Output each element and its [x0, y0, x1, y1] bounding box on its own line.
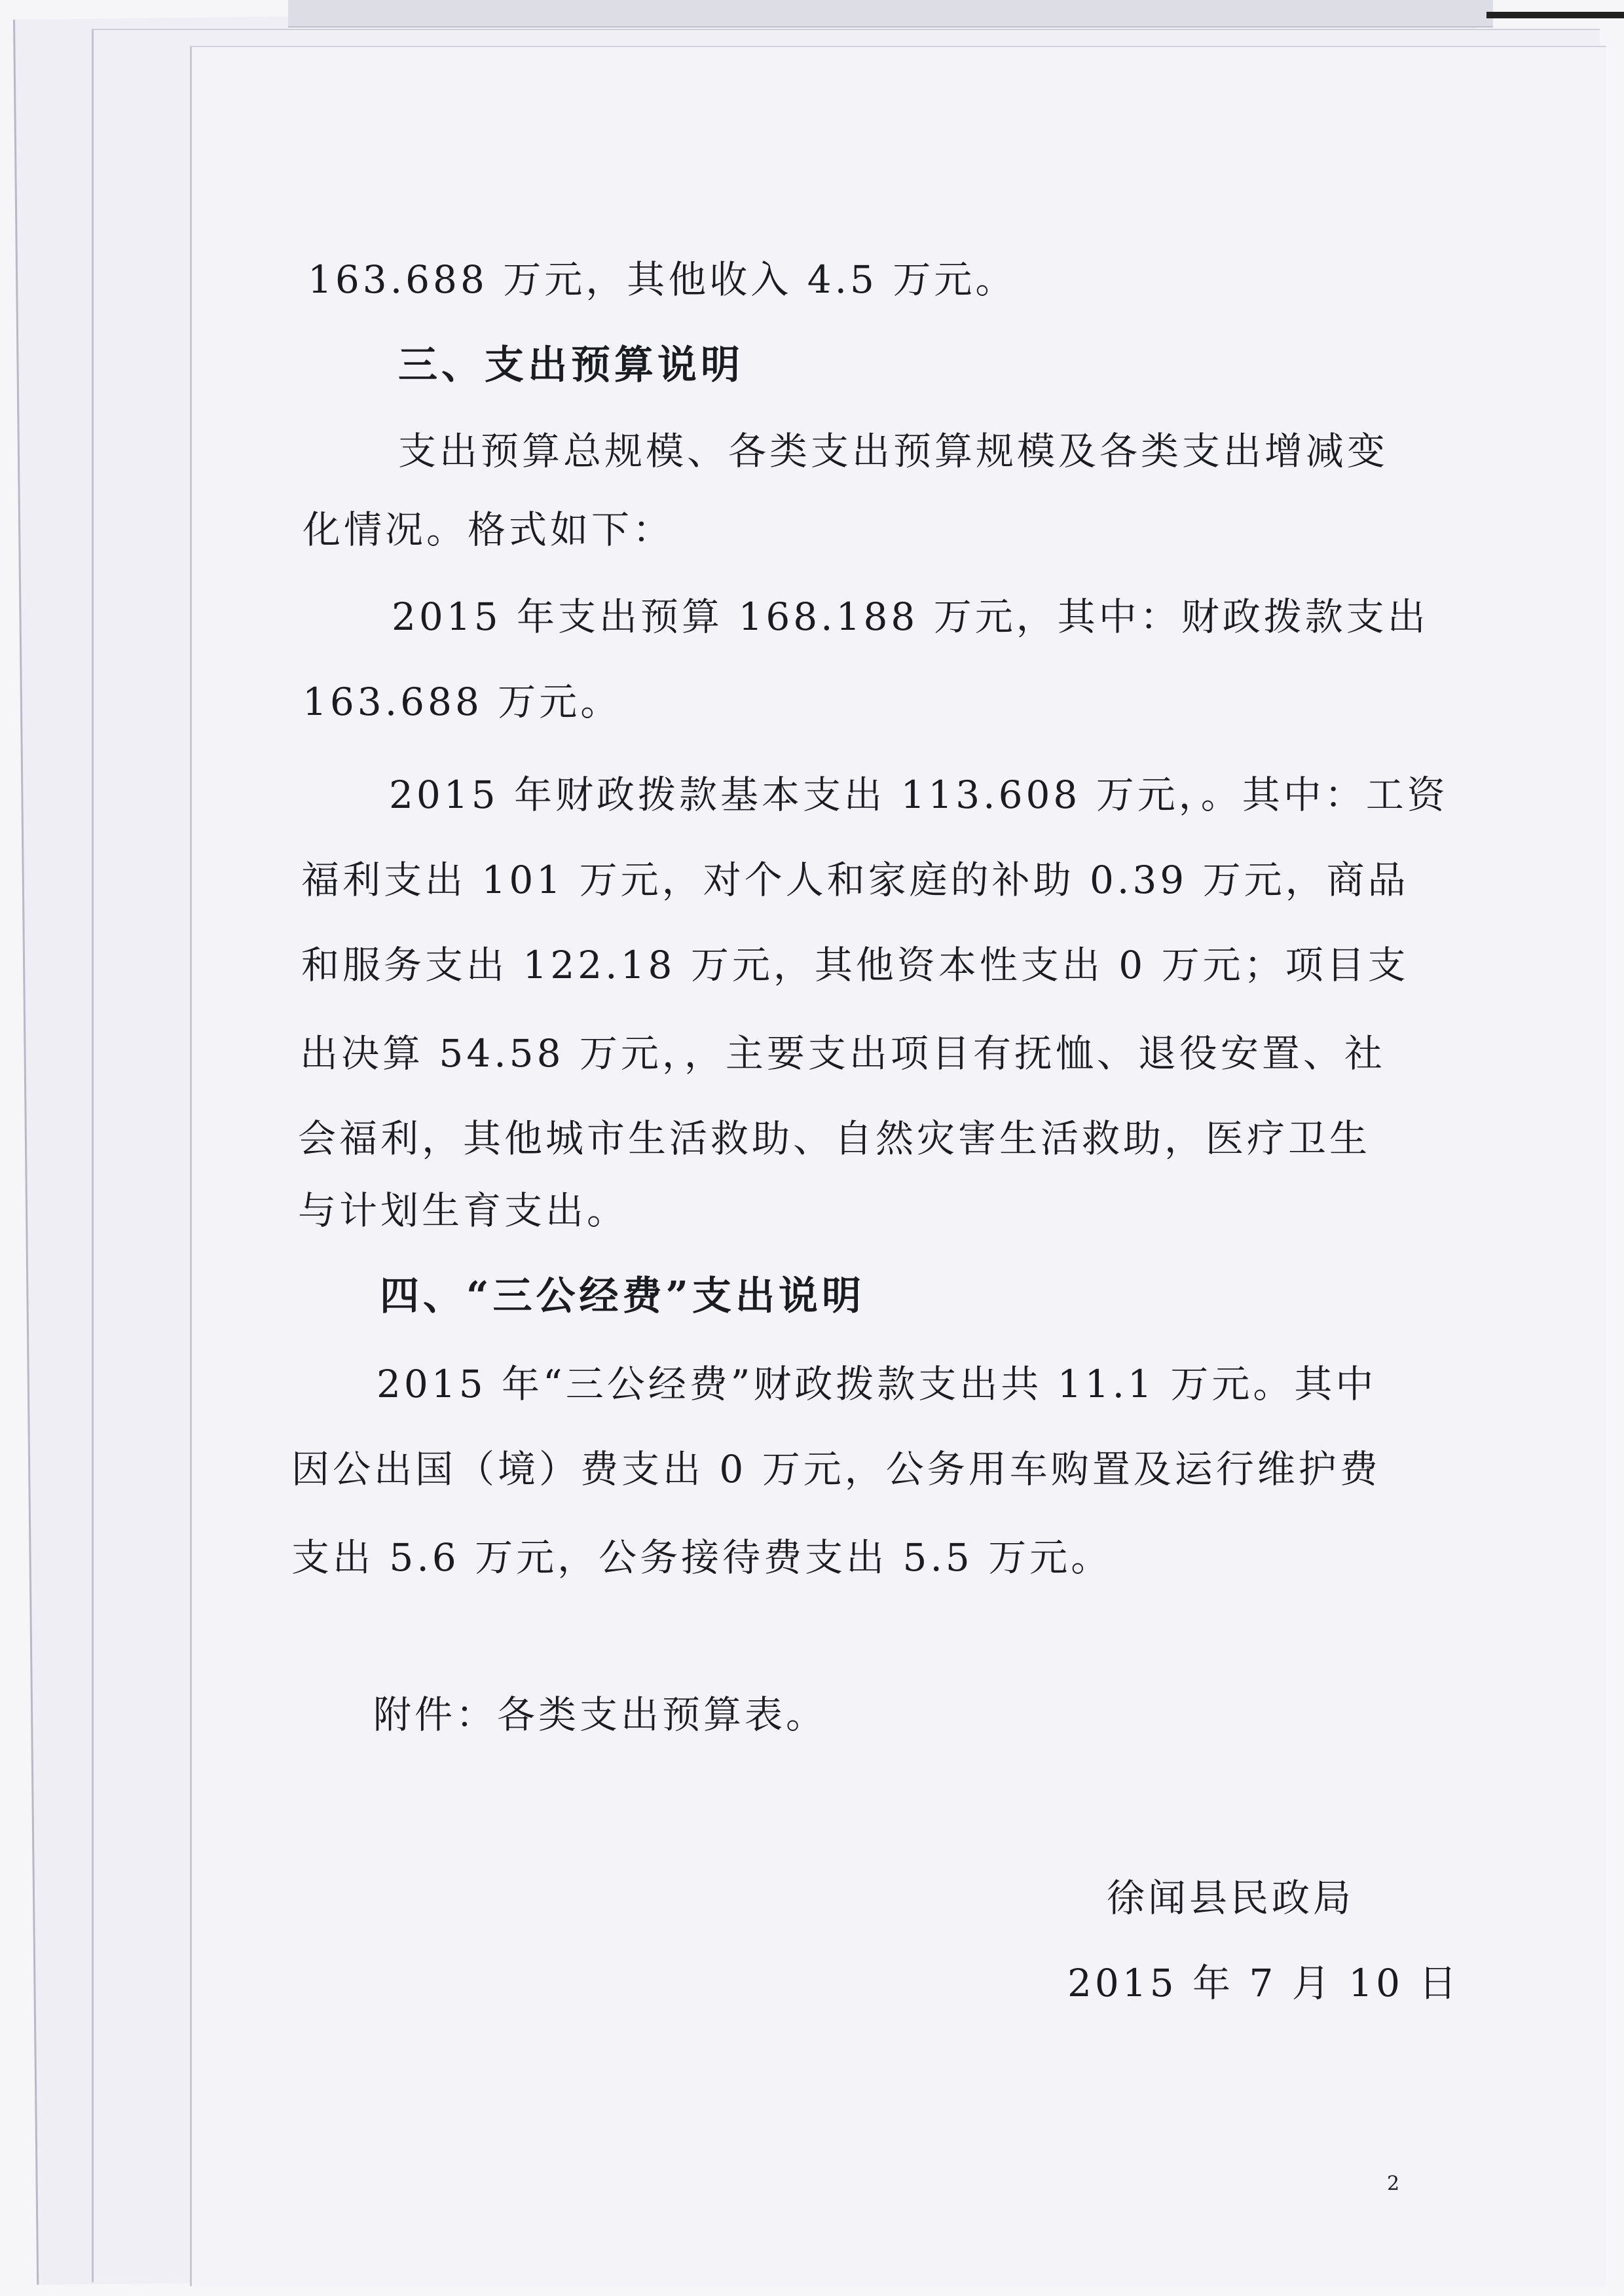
body-line: 化情况。格式如下：	[303, 507, 674, 552]
body-line: 支出预算总规模、各类支出预算规模及各类支出增减变	[398, 429, 1389, 473]
corner-mark	[1486, 12, 1624, 18]
page-number: 2	[1387, 2172, 1400, 2195]
body-line: 163.688 万元。	[303, 680, 622, 724]
issue-date: 2015 年 7 月 10 日	[1067, 1961, 1460, 2005]
body-line: 163.688 万元，其他收入 4.5 万元。	[308, 257, 1017, 302]
body-line: 因公出国（境）费支出 0 万元，公务用车购置及运行维护费	[291, 1447, 1381, 1491]
top-sheet-edge	[288, 0, 1493, 27]
body-line: 会福利，其他城市生活救助、自然灾害生活救助，医疗卫生	[298, 1116, 1371, 1161]
body-line: 出决算 54.58 万元，，主要支出项目有抚恤、退役安置、社	[300, 1031, 1386, 1076]
section-heading: 三、支出预算说明	[398, 342, 744, 388]
body-line: 与计划生育支出。	[298, 1188, 629, 1233]
body-line: 2015 年财政拨款基本支出 113.608 万元，。其中：工资	[389, 773, 1449, 817]
body-line: 2015 年“三公经费”财政拨款支出共 11.1 万元。其中	[377, 1362, 1377, 1406]
section-heading: 四、“三公经费”支出说明	[380, 1273, 866, 1319]
attachment-note: 附件：各类支出预算表。	[373, 1692, 828, 1737]
body-line: 2015 年支出预算 168.188 万元，其中：财政拨款支出	[392, 594, 1429, 639]
body-line: 福利支出 101 万元，对个人和家庭的补助 0.39 万元，商品	[301, 858, 1409, 902]
body-line: 和服务支出 122.18 万元，其他资本性支出 0 万元；项目支	[301, 943, 1409, 987]
body-line: 支出 5.6 万元，公务接待费支出 5.5 万元。	[291, 1535, 1113, 1580]
issuer-name: 徐闻县民政局	[1107, 1876, 1355, 1920]
